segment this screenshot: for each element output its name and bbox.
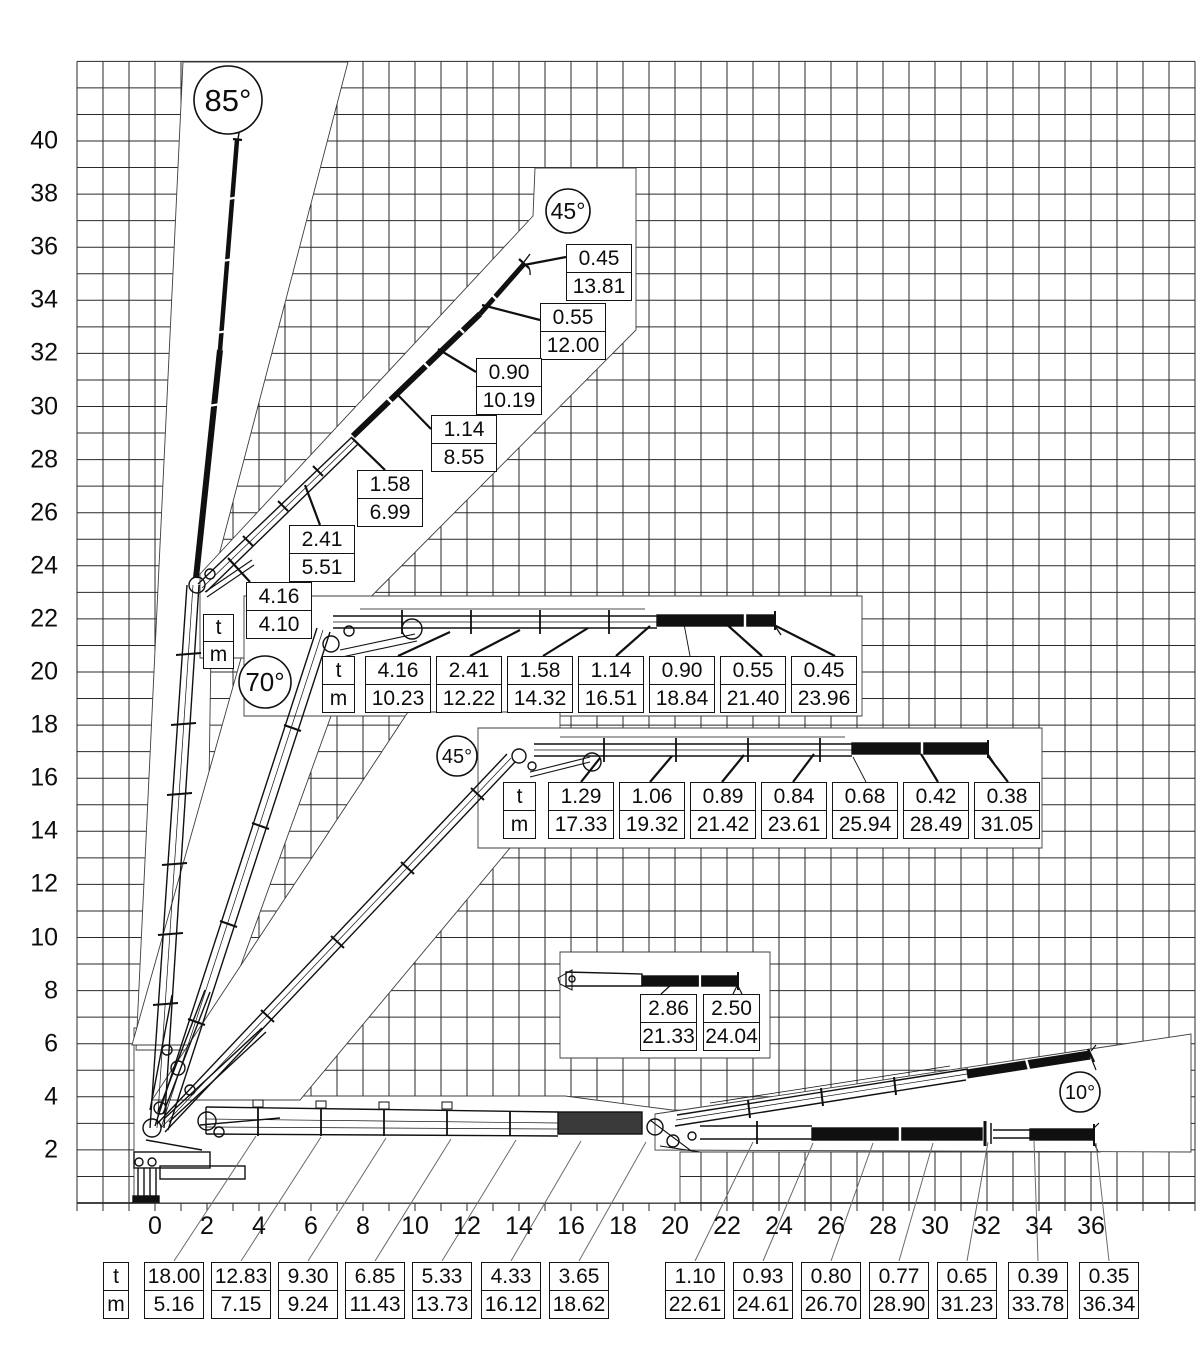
load-box-t-value: 0.55 xyxy=(732,659,774,682)
x-axis-label: 16 xyxy=(557,1212,585,1240)
angle-label-10: 10° xyxy=(1064,1082,1096,1104)
load-box-t-value: 0.42 xyxy=(915,785,957,808)
load-box-m-value: 19.32 xyxy=(620,810,684,838)
load-box xyxy=(640,994,697,1051)
load-box-m-value: 8.55 xyxy=(432,443,496,471)
load-box xyxy=(412,1262,472,1319)
load-box-t-value: 1.06 xyxy=(631,785,673,808)
y-axis-label: 30 xyxy=(30,392,58,420)
load-box-m-value: 25.94 xyxy=(833,810,897,838)
x-axis-label: 2 xyxy=(200,1212,214,1240)
load-box-t-value: 0.38 xyxy=(986,785,1028,808)
x-axis-label: 22 xyxy=(713,1212,741,1240)
y-axis-label: 18 xyxy=(30,710,58,739)
load-box xyxy=(345,1262,405,1319)
load-box xyxy=(761,782,827,839)
tm-legend xyxy=(503,782,536,839)
load-box xyxy=(566,244,632,301)
load-box xyxy=(278,1262,338,1319)
load-box-t-value: 9.30 xyxy=(287,1265,329,1288)
x-axis-label: 36 xyxy=(1077,1212,1105,1240)
load-box xyxy=(540,303,606,360)
load-box xyxy=(549,1262,609,1319)
x-axis-label: 10 xyxy=(401,1212,429,1240)
x-axis-label: 20 xyxy=(661,1212,689,1240)
y-axis-label: 22 xyxy=(30,604,58,633)
x-axis-label: 6 xyxy=(304,1212,318,1240)
load-box xyxy=(476,358,542,415)
load-box-t-value: 2.41 xyxy=(301,528,343,551)
load-box xyxy=(937,1262,997,1319)
load-box-t-value: 1.58 xyxy=(369,473,411,496)
y-axis-label: 24 xyxy=(30,551,58,580)
y-axis-label: 26 xyxy=(30,498,58,527)
load-box-t-value: 0.68 xyxy=(844,785,886,808)
load-box-t-value: 12.83 xyxy=(214,1265,268,1288)
load-box-m-value: 24.61 xyxy=(734,1290,792,1318)
load-box xyxy=(289,525,355,582)
x-axis-label: 30 xyxy=(921,1212,949,1240)
y-axis-label: 8 xyxy=(44,976,58,1005)
load-box-t-value: 4.33 xyxy=(490,1265,532,1288)
load-box-m-value: 10.19 xyxy=(477,386,541,414)
load-box-m-value: 24.04 xyxy=(704,1022,759,1050)
load-box-m-value: 11.43 xyxy=(346,1290,404,1318)
load-box xyxy=(703,994,760,1051)
x-axis-label: 4 xyxy=(252,1212,266,1240)
load-box xyxy=(974,782,1040,839)
angle-label-70: 70° xyxy=(245,667,285,697)
tm-legend-t: t xyxy=(215,616,222,639)
load-box-t-value: 1.14 xyxy=(443,418,485,441)
y-axis-label: 2 xyxy=(44,1135,58,1164)
y-axis-label: 36 xyxy=(30,232,58,261)
tm-legend-m: m xyxy=(204,641,233,668)
load-box-m-value: 28.49 xyxy=(904,810,968,838)
load-box-t-value: 6.85 xyxy=(354,1265,396,1288)
load-box-m-value: 14.32 xyxy=(508,684,572,712)
load-box-m-value: 23.61 xyxy=(762,810,826,838)
load-box xyxy=(832,782,898,839)
x-axis-label: 26 xyxy=(817,1212,845,1240)
load-box-t-value: 2.86 xyxy=(648,997,689,1020)
load-box xyxy=(619,782,685,839)
angle-label-85: 85° xyxy=(204,83,252,118)
load-box xyxy=(431,415,497,472)
y-axis-label: 4 xyxy=(44,1082,58,1111)
load-box-m-value: 18.84 xyxy=(650,684,714,712)
y-axis-label: 14 xyxy=(30,816,58,845)
load-box-m-value: 16.51 xyxy=(579,684,643,712)
load-box xyxy=(144,1262,204,1319)
load-box xyxy=(357,470,423,527)
load-box-t-value: 1.10 xyxy=(674,1265,716,1288)
load-box-m-value: 21.42 xyxy=(691,810,755,838)
y-axis-label: 16 xyxy=(30,763,58,792)
load-box-m-value: 17.33 xyxy=(549,810,613,838)
load-box-t-value: 1.14 xyxy=(590,659,632,682)
load-box-t-value: 0.55 xyxy=(552,306,594,329)
load-box-t-value: 1.29 xyxy=(560,785,602,808)
load-box xyxy=(649,656,715,713)
load-box xyxy=(246,582,312,639)
load-box xyxy=(801,1262,861,1319)
load-box xyxy=(690,782,756,839)
tm-legend-t: t xyxy=(113,1265,119,1288)
load-box-t-value: 4.16 xyxy=(377,659,419,682)
load-box-t-value: 0.90 xyxy=(661,659,703,682)
load-box-m-value: 4.10 xyxy=(247,610,311,638)
load-box-m-value: 16.12 xyxy=(482,1290,540,1318)
load-box-m-value: 18.62 xyxy=(550,1290,608,1318)
load-box-m-value: 21.40 xyxy=(721,684,785,712)
load-box-t-value: 0.77 xyxy=(878,1265,920,1288)
tm-legend xyxy=(322,656,355,713)
y-axis-label: 34 xyxy=(30,285,58,314)
load-box-t-value: 18.00 xyxy=(147,1265,201,1288)
load-box-t-value: 0.35 xyxy=(1088,1265,1130,1288)
load-box-t-value: 0.45 xyxy=(578,247,620,270)
load-box-m-value: 33.78 xyxy=(1009,1290,1067,1318)
load-box-t-value: 1.58 xyxy=(519,659,561,682)
tm-legend-m: m xyxy=(504,810,535,838)
load-box-t-value: 0.84 xyxy=(773,785,815,808)
x-axis-label: 8 xyxy=(356,1212,370,1240)
load-box xyxy=(869,1262,929,1319)
load-box-t-value: 5.33 xyxy=(421,1265,463,1288)
x-axis-label: 0 xyxy=(148,1212,162,1240)
load-box-m-value: 26.70 xyxy=(802,1290,860,1318)
load-box-t-value: 0.93 xyxy=(742,1265,784,1288)
tm-legend-m: m xyxy=(323,684,354,712)
y-axis-label: 32 xyxy=(30,338,58,367)
load-box-m-value: 12.00 xyxy=(541,331,605,359)
y-axis-label: 10 xyxy=(30,923,58,951)
load-box-m-value: 36.34 xyxy=(1080,1290,1138,1318)
y-axis-label: 6 xyxy=(44,1029,58,1058)
load-box xyxy=(1008,1262,1068,1319)
load-box-m-value: 22.61 xyxy=(666,1290,724,1318)
y-axis-label: 38 xyxy=(30,179,58,208)
tm-legend-m: m xyxy=(104,1290,128,1318)
tm-legend-t: t xyxy=(516,785,523,808)
load-box-m-value: 7.15 xyxy=(212,1290,270,1318)
load-box-m-value: 12.22 xyxy=(437,684,501,712)
x-axis-label: 18 xyxy=(609,1212,637,1240)
load-box-t-value: 0.89 xyxy=(702,785,744,808)
load-box-m-value: 5.16 xyxy=(145,1290,203,1318)
y-axis-label: 12 xyxy=(30,869,58,898)
x-axis-label: 32 xyxy=(973,1212,1001,1240)
load-box-m-value: 31.23 xyxy=(938,1290,996,1318)
load-box-m-value: 13.73 xyxy=(413,1290,471,1318)
load-box-m-value: 6.99 xyxy=(358,498,422,526)
load-box xyxy=(791,656,857,713)
load-box-t-value: 0.65 xyxy=(946,1265,988,1288)
x-axis-label: 34 xyxy=(1025,1212,1053,1240)
y-axis-label: 40 xyxy=(30,126,58,155)
load-box-m-value: 23.96 xyxy=(792,684,856,712)
load-box xyxy=(903,782,969,839)
load-box-t-value: 2.50 xyxy=(711,997,752,1020)
load-box-m-value: 9.24 xyxy=(279,1290,337,1318)
load-box xyxy=(548,782,614,839)
load-box-m-value: 13.81 xyxy=(567,272,631,300)
load-box xyxy=(720,656,786,713)
y-axis-label: 20 xyxy=(30,657,58,686)
y-axis-label: 28 xyxy=(30,445,58,474)
load-box-t-value: 4.16 xyxy=(258,585,300,608)
load-box xyxy=(436,656,502,713)
angle-label-45-lower: 45° xyxy=(441,746,473,768)
load-box-t-value: 0.39 xyxy=(1017,1265,1059,1288)
tm-legend-t: t xyxy=(335,659,342,682)
load-box xyxy=(1079,1262,1139,1319)
tm-legend xyxy=(103,1262,129,1319)
tm-legend xyxy=(203,614,234,669)
x-axis-label: 12 xyxy=(453,1212,481,1240)
load-box-m-value: 28.90 xyxy=(870,1290,928,1318)
load-box-t-value: 0.45 xyxy=(803,659,845,682)
load-box xyxy=(481,1262,541,1319)
load-box-t-value: 2.41 xyxy=(448,659,490,682)
load-box xyxy=(733,1262,793,1319)
x-axis-label: 28 xyxy=(869,1212,897,1240)
load-box-t-value: 0.90 xyxy=(488,361,530,384)
load-box-m-value: 5.51 xyxy=(290,553,354,581)
load-box xyxy=(665,1262,725,1319)
angle-label-45-upper: 45° xyxy=(550,198,586,224)
load-box-m-value: 31.05 xyxy=(975,810,1039,838)
x-axis-label: 14 xyxy=(505,1212,533,1240)
load-box-t-value: 3.65 xyxy=(558,1265,600,1288)
load-box xyxy=(507,656,573,713)
load-box-t-value: 0.80 xyxy=(810,1265,852,1288)
load-box-m-value: 21.33 xyxy=(641,1022,696,1050)
load-box-m-value: 10.23 xyxy=(366,684,430,712)
load-box xyxy=(365,656,431,713)
load-box xyxy=(211,1262,271,1319)
load-box xyxy=(578,656,644,713)
x-axis-label: 24 xyxy=(765,1212,793,1240)
